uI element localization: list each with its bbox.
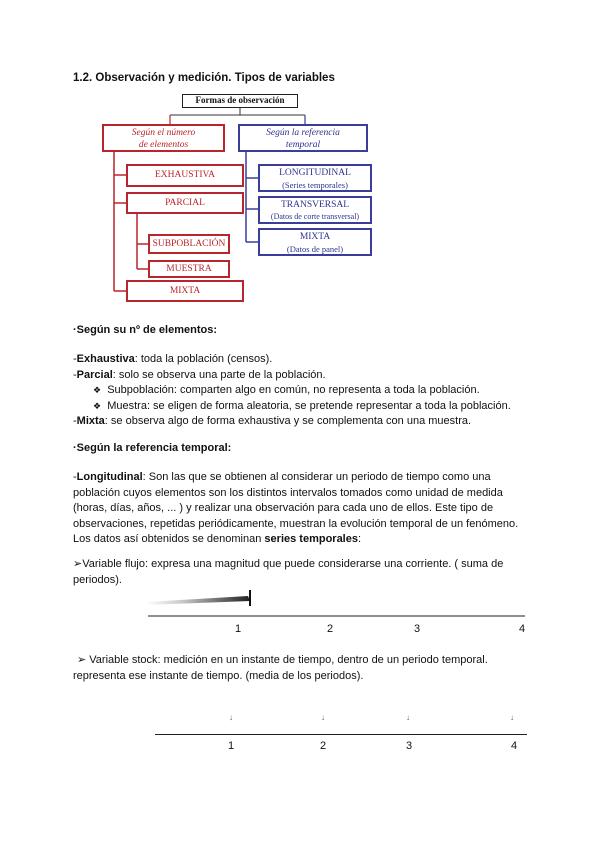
stock-tick-1: ↓ xyxy=(229,713,233,722)
transversal-title: TRANSVERSAL xyxy=(280,200,350,210)
stock-paragraph xyxy=(73,653,543,684)
stock-line-2: representa ese instante de tiempo. (media de los periodos). xyxy=(73,669,364,682)
longitudinal-line-2: población cuyos elementos son los distintos intervalos tomados como unidad de medida xyxy=(73,486,503,499)
item-exhaustiva: EXHAUSTIVA xyxy=(126,164,244,187)
longitudinal-title: LONGITUDINAL xyxy=(279,168,351,178)
branch-referencia-temporal xyxy=(238,124,368,152)
muestra-bullet xyxy=(73,399,533,415)
branch-numero-line2: de elementos xyxy=(138,140,189,150)
longitudinal-line-5 xyxy=(73,532,543,548)
longitudinal-prefix: - xyxy=(73,471,77,483)
item-transversal xyxy=(258,196,372,224)
item-longitudinal xyxy=(258,164,372,192)
flujo-line-1: ➢Variable flujo: expresa una magnitud que puede considerarse una corriente. ( suma de xyxy=(73,558,504,570)
mixta-title: MIXTA xyxy=(299,232,331,242)
flujo-axis-label-2: 2 xyxy=(327,623,334,635)
stock-axis-label-1: 1 xyxy=(228,740,235,752)
series-temporales-term: series temporales xyxy=(264,533,358,545)
flujo-axis-graphic xyxy=(140,586,540,626)
stock-tick-3: ↓ xyxy=(406,713,410,722)
subpoblacion-text: Subpoblación: comparten algo en común, no representa a toda la población. xyxy=(107,384,480,396)
mixta-line xyxy=(73,414,533,430)
longitudinal-paragraph xyxy=(73,470,543,548)
stock-axis-label-3: 3 xyxy=(406,740,413,752)
parcial-text: : solo se observa una parte de la población. xyxy=(112,368,326,381)
branch-numero-line1: Según el número xyxy=(131,128,196,138)
parcial-term: Parcial xyxy=(76,368,113,381)
flujo-axis-label-1: 1 xyxy=(235,623,242,635)
item-mixta-temporal xyxy=(258,228,372,256)
elements-heading: ·Según su nº de elementos: xyxy=(73,324,217,336)
series-colon: : xyxy=(357,533,362,545)
observation-diagram xyxy=(100,90,390,320)
mixta-sub: (Datos de panel) xyxy=(286,244,344,254)
branch-numero-elementos xyxy=(102,124,225,152)
longitudinal-sub: (Series temporales) xyxy=(282,180,348,190)
stock-tick-4: ↓ xyxy=(510,713,514,722)
diagram-root: Formas de observación xyxy=(182,94,298,108)
parcial-prefix: - xyxy=(73,368,77,381)
flujo-axis-label-4: 4 xyxy=(519,623,526,635)
parcial-line xyxy=(73,368,533,384)
item-parcial: PARCIAL xyxy=(126,192,244,214)
transversal-sub: (Datos de corte transversal) xyxy=(270,212,360,221)
section-title: 1.2. Observación y medición. Tipos de variables xyxy=(73,72,335,84)
item-muestra: MUESTRA xyxy=(148,260,230,278)
exhaustiva-term: Exhaustiva xyxy=(76,353,135,365)
item-subpoblacion: SUBPOBLACIÓN xyxy=(148,234,230,254)
temporal-heading: ·Según la referencia temporal: xyxy=(73,442,232,454)
stock-axis-line xyxy=(155,734,527,735)
stock-axis-label-2: 2 xyxy=(320,740,327,752)
series-intro: Los datos así obtenidos se denominan xyxy=(73,533,265,545)
flujo-paragraph xyxy=(73,557,543,588)
stock-axis-label-4: 4 xyxy=(511,740,518,752)
diamond-bullet-icon: ❖ xyxy=(93,385,102,395)
flujo-axis-label-3: 3 xyxy=(414,623,421,635)
longitudinal-term: Longitudinal xyxy=(76,471,143,483)
mixta-prefix: - xyxy=(73,415,77,427)
branch-referencia-line2: temporal xyxy=(285,140,321,150)
elements-list xyxy=(73,352,533,430)
mixta-term: Mixta xyxy=(76,415,105,427)
longitudinal-line-4: observaciones, repetidas periódicamente, muestran la evolución temporal de un fenómeno. xyxy=(73,517,519,530)
stock-tick-2: ↓ xyxy=(321,713,325,722)
diamond-bullet-icon: ❖ xyxy=(93,400,102,411)
exhaustiva-text: : toda la población (censos). xyxy=(134,353,273,365)
subpoblacion-bullet xyxy=(73,383,533,399)
exhaustiva-line xyxy=(73,352,533,368)
stock-line-1: ➢ Variable stock: medición en un instante de tiempo, dentro de un periodo temporal. xyxy=(77,654,488,666)
branch-referencia-line1: Según la referencia xyxy=(266,128,340,138)
exhaustiva-prefix: - xyxy=(73,353,77,365)
longitudinal-line-1 xyxy=(73,470,543,486)
item-mixta-elementos: MIXTA xyxy=(126,280,244,302)
flujo-line-2: periodos). xyxy=(73,573,122,586)
muestra-text: Muestra: se eligen de forma aleatoria, se pretende representar a toda la población. xyxy=(107,399,511,412)
flow-arrow-body xyxy=(146,596,250,605)
mixta-text: : se observa algo de forma exhaustiva y se complementa con una muestra. xyxy=(104,415,472,427)
longitudinal-line-3: (horas, días, años, ... ) y realizar una observación para cada uno de ellos. Este tipo de xyxy=(73,502,494,514)
longitudinal-text-1: : Son las que se obtienen al considerar un periodo de tiempo como una xyxy=(142,471,491,483)
